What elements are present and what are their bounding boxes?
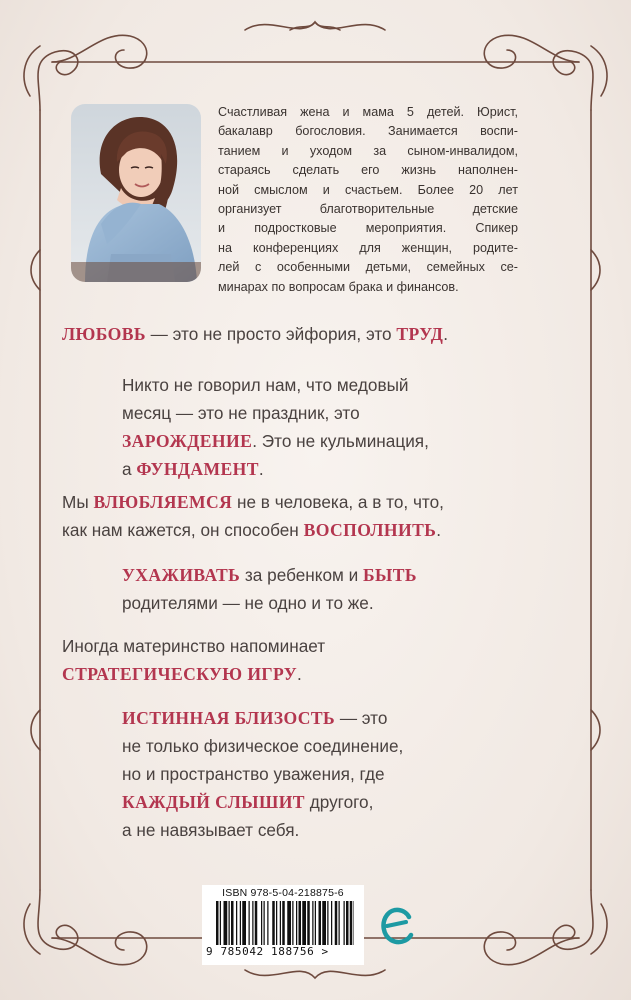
quote-intimacy bbox=[122, 704, 403, 844]
bio-line: и подростковые мероприятия. Спикер bbox=[218, 221, 518, 236]
quote-love bbox=[62, 320, 448, 348]
quote-text: . Это не кульминация, bbox=[252, 431, 429, 451]
quote-accent: ЗАРОЖДЕНИЕ bbox=[122, 431, 253, 451]
barcode-bar bbox=[229, 901, 230, 945]
isbn-label: ISBN 978-5-04-218875-6 bbox=[222, 887, 344, 899]
barcode-bar bbox=[287, 901, 291, 945]
barcode-bar bbox=[312, 901, 313, 945]
bio-line: на конференциях для женщин, родите- bbox=[218, 240, 518, 255]
bio-line: танием и уходом за сыном-инвалидом, bbox=[218, 143, 518, 158]
quote-accent: УХАЖИВАТЬ bbox=[122, 565, 241, 585]
barcode-bar bbox=[335, 901, 338, 945]
quote-text: — это не просто эйфория, это bbox=[145, 324, 397, 344]
barcode-bar bbox=[220, 901, 221, 945]
bio-line: организует благотворительные детские bbox=[218, 202, 518, 217]
quote-text: Иногда материнство напоминает bbox=[62, 636, 326, 656]
barcode-bar bbox=[236, 901, 237, 945]
barcode-digits: 9 785042 188756 > bbox=[206, 945, 329, 958]
quote-text: как нам кажется, он способен bbox=[62, 520, 304, 540]
bio-line: лей с особенными детьми, семейных се- bbox=[218, 260, 518, 275]
barcode-bar bbox=[302, 901, 306, 945]
barcode-bar bbox=[350, 901, 353, 945]
barcode-bar bbox=[231, 901, 234, 945]
quote-text: а не навязывает себя. bbox=[122, 820, 300, 840]
quote-accent: БЫТЬ bbox=[363, 565, 417, 585]
barcode-bar bbox=[240, 901, 241, 945]
barcode-bar bbox=[249, 901, 250, 945]
barcode-bar bbox=[315, 901, 316, 945]
quote-text: месяц — это не праздник, это bbox=[122, 403, 360, 423]
quote-accent: ВОСПОЛНИТЬ bbox=[303, 520, 437, 540]
quote-text: Никто не говорил нам, что медовый bbox=[122, 375, 409, 395]
quote-text: . bbox=[436, 520, 442, 540]
barcode-bar bbox=[264, 901, 265, 945]
quote-text: родителями — не одно и то же. bbox=[122, 593, 374, 613]
bio-line: ной смыслом и счастьем. Более 20 лет bbox=[218, 182, 518, 197]
barcode-bar bbox=[319, 901, 322, 945]
barcode-bar bbox=[307, 901, 310, 945]
quote-accent: СТРАТЕГИЧЕСКУЮ ИГРУ bbox=[62, 664, 298, 684]
quote-text: другого, bbox=[304, 792, 374, 812]
barcode-bar bbox=[354, 901, 355, 945]
barcode-bar bbox=[261, 901, 262, 945]
quote-text: а bbox=[122, 459, 137, 479]
quote-text: Мы bbox=[62, 492, 94, 512]
barcode-bar bbox=[252, 901, 253, 945]
quote-text: . bbox=[443, 324, 449, 344]
quote-falling-in-love bbox=[62, 488, 444, 544]
barcode-bar bbox=[280, 901, 281, 945]
quote-text: за ребенком и bbox=[240, 565, 364, 585]
barcode-bar bbox=[299, 901, 302, 945]
barcode-bar bbox=[282, 901, 285, 945]
quote-text: — это bbox=[335, 708, 388, 728]
quote-text: не только физическое соединение, bbox=[122, 736, 404, 756]
barcode-bar bbox=[267, 901, 268, 945]
barcode-bar bbox=[272, 901, 275, 945]
quote-text: не в человека, а в то, что, bbox=[232, 492, 444, 512]
quote-honeymoon bbox=[122, 371, 429, 483]
barcode-bars bbox=[214, 901, 354, 947]
barcode-bar bbox=[339, 901, 340, 945]
bio-line: минарах по вопросам брака и финансов. bbox=[218, 279, 459, 294]
barcode-bar bbox=[327, 901, 328, 945]
barcode-bar bbox=[296, 901, 297, 945]
quote-parenting bbox=[122, 561, 417, 617]
barcode-bar bbox=[346, 901, 349, 945]
barcode-bar bbox=[216, 901, 219, 945]
barcode-bar bbox=[276, 901, 277, 945]
quote-accent: ВЛЮБЛЯЕМСЯ bbox=[93, 492, 233, 512]
quote-accent: ЛЮБОВЬ bbox=[62, 324, 146, 344]
barcode-bar bbox=[344, 901, 345, 945]
quote-motherhood bbox=[62, 632, 325, 688]
bio-line: бакалавр богословия. Занимается воспи- bbox=[218, 124, 518, 139]
quote-accent: ИСТИННАЯ БЛИЗОСТЬ bbox=[122, 708, 336, 728]
barcode-bar bbox=[292, 901, 293, 945]
isbn-barcode bbox=[202, 885, 364, 965]
quote-accent: ФУНДАМЕНТ bbox=[136, 459, 259, 479]
quote-accent: КАЖДЫЙ СЛЫШИТ bbox=[122, 792, 305, 812]
quote-text: . bbox=[258, 459, 264, 479]
quote-accent: ТРУД bbox=[396, 324, 444, 344]
quote-text: . bbox=[297, 664, 302, 684]
author-photo bbox=[71, 104, 201, 282]
barcode-bar bbox=[242, 901, 246, 945]
barcode-bar bbox=[224, 901, 228, 945]
publisher-logo-icon bbox=[379, 905, 415, 945]
bio-line: Счастливая жена и мама 5 детей. Юрист, bbox=[218, 105, 518, 119]
bio-line: стараясь сделать его жизнь наполнен- bbox=[218, 163, 518, 178]
barcode-bar bbox=[322, 901, 326, 945]
barcode-bar bbox=[331, 901, 332, 945]
author-bio bbox=[218, 103, 518, 297]
barcode-bar bbox=[255, 901, 258, 945]
quote-text: но и пространство уважения, где bbox=[122, 764, 385, 784]
